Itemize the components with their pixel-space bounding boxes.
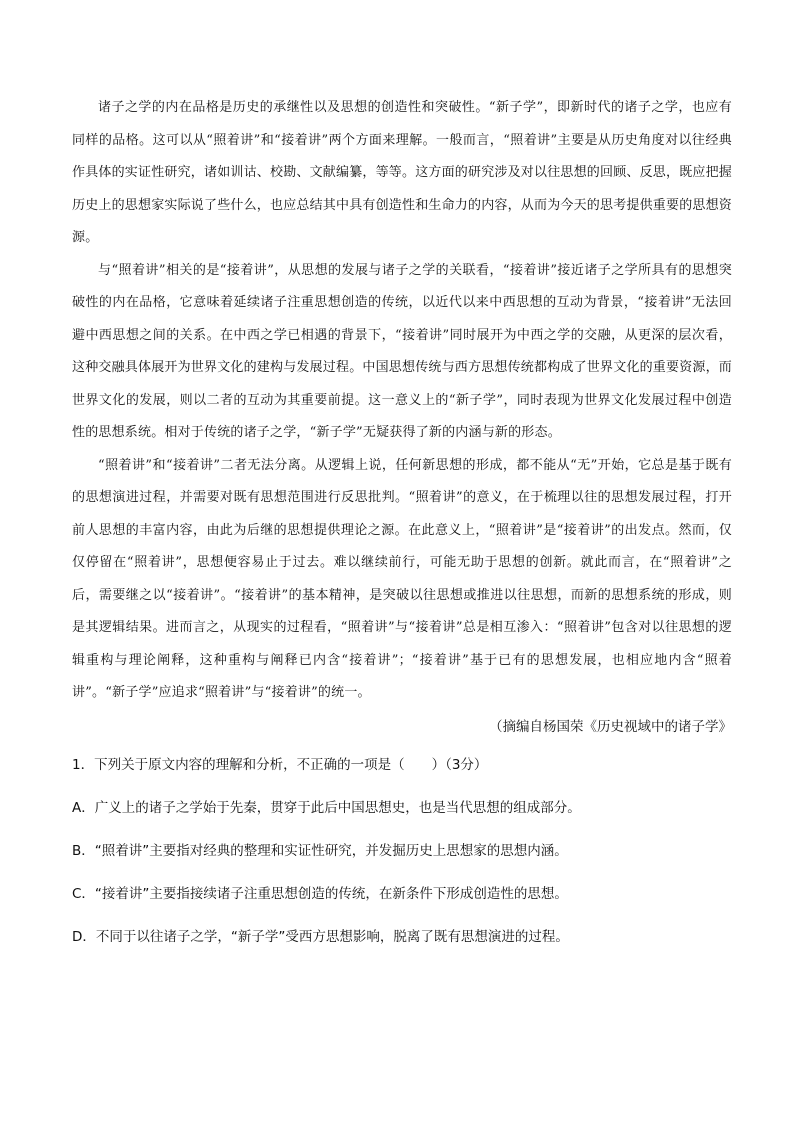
passage-source: （摘编自杨国荣《历史视域中的诸子学》 bbox=[489, 718, 732, 735]
option-c: C．“接着讲”主要指接续诸子注重思想创造的传统，在新条件下形成创造性的思想。 bbox=[72, 885, 568, 902]
passage-paragraph-2: 与“照着讲”相关的是“接着讲”，从思想的发展与诸子之学的关联看，“接着讲”接近诸子之学所具有的思想突破性的内在品格，它意味着延续诸子注重思想创造的传统，以近代以来中西思想的互动为背景，“接着讲”无法回避中西思想之间的关系。在中西之学已相遇的背景下，“接着讲”同时展开为中西之学的交融，从更深的层次看，这种交融具体展开为世界文化的建构与发展过程。中国思想传统与西方思想传统都构成了世界文化的重要资源，而世界文化的发展，则以二者的互动为其重要前提。这一意义上的“新子学”，同时表现为世界文化发展过程中创造性的思想系统。相对于传统的诸子之学，“新子学”无疑获得了新的内涵与新的形态。 bbox=[72, 262, 733, 440]
question-stem: 1．下列关于原文内容的理解和分析，不正确的一项是（ ）（3分） bbox=[72, 756, 488, 773]
option-d: D．不同于以往诸子之学，“新子学”受西方思想影响，脱离了既有思想演进的过程。 bbox=[72, 928, 569, 945]
document-page bbox=[72, 92, 732, 950]
option-a: A．广义上的诸子之学始于先秦，贯穿于此后中国思想史，也是当代思想的组成部分。 bbox=[72, 799, 581, 816]
option-b: B．“照着讲”主要指对经典的整理和实证性研究，并发掘历史上思想家的思想内涵。 bbox=[72, 842, 568, 859]
passage-paragraph-1: 诸子之学的内在品格是历史的承继性以及思想的创造性和突破性。“新子学”，即新时代的诸子之学，也应有同样的品格。这可以从“照着讲”和“接着讲”两个方面来理解。一般而言，“照着讲”主要是从历史角度对以往经典作具体的实证性研究，诸如训诂、校勘、文献编纂，等等。这方面的研究涉及对以往思想的回顾、反思，既应把握历史上的思想家实际说了些什么，也应总结其中具有创造性和生命力的内容，从而为今天的思考提供重要的思想资源。 bbox=[72, 100, 733, 245]
passage-paragraph-3: “照着讲”和“接着讲”二者无法分离。从逻辑上说，任何新思想的形成，都不能从“无”开始，它总是基于既有的思想演进过程，并需要对既有思想范围进行反思批判。“照着讲”的意义，在于梳理以往的思想发展过程，打开前人思想的丰富内容，由此为后继的思想提供理论之源。在此意义上，“照着讲”是“接着讲”的出发点。然而，仅仅停留在“照着讲”，思想便容易止于过去。难以继续前行，可能无助于思想的创新。就此而言，在“照着讲”之后，需要继之以“接着讲”。“接着讲”的基本精神，是突破以往思想或推进以往思想，而新的思想系统的形成，则是其逻辑结果。进而言之，从现实的过程看，“照着讲”与“接着讲”总是相互渗入：“照着讲”包含对以往思想的逻辑重构与理论阐释，这种重构与阐释已内含“接着讲”；“接着讲”基于已有的思想发展，也相应地内含“照着讲”。“新子学”应追求“照着讲”与“接着讲”的统一。 bbox=[72, 457, 732, 700]
